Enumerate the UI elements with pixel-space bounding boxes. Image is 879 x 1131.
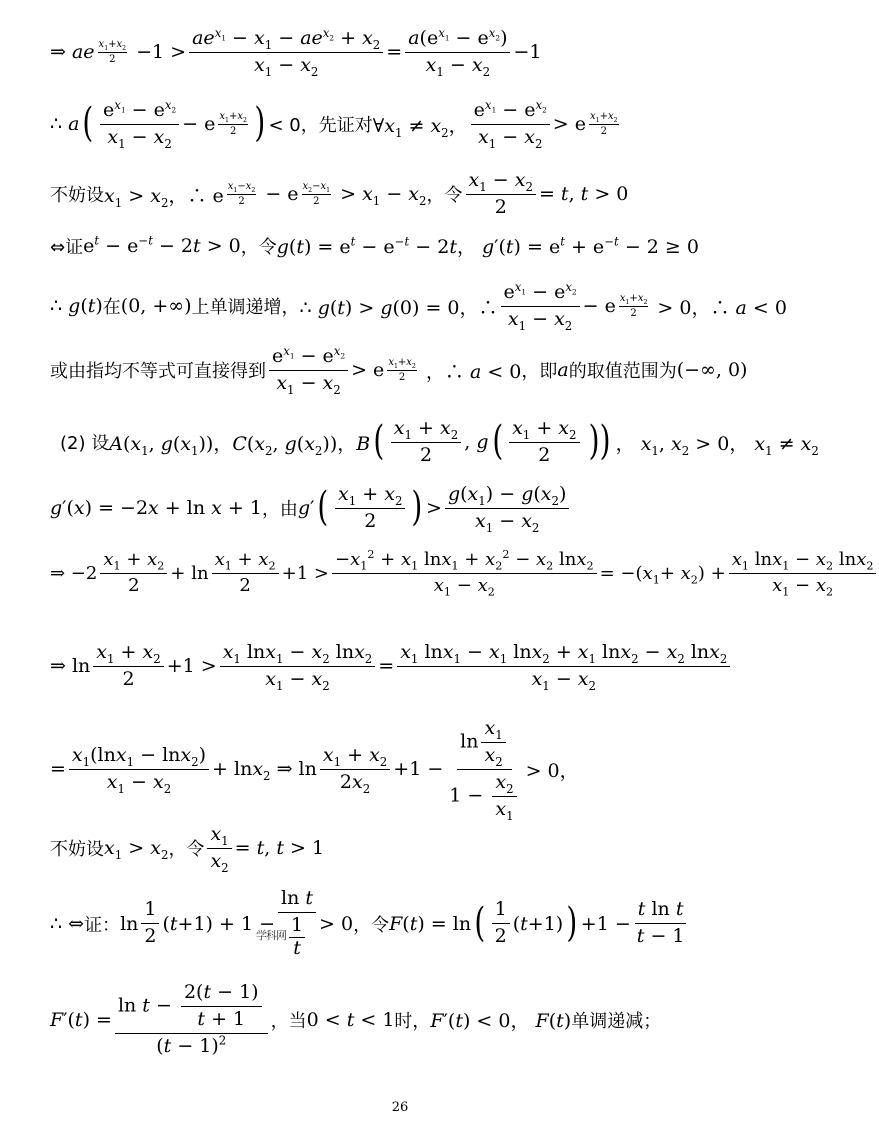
line-12: 不妨设 $x_1 > x_2$ ，令 $\frac{x_1}{x_2}$ = t, t > 1: [50, 823, 325, 875]
text-segment: ，令: [426, 185, 463, 207]
line-13: ∴ ⇔ 证： ln $\frac{1}{2}$ (t+1) + 1 − ln t 1 t > 0 ，令 F(t) = ln ( $\frac{1}{2}$ (t+1) ) +1 − $\frac{\text{t ln t}}{t - 1}$: [50, 887, 685, 959]
text-segment: 上单调递增，: [191, 297, 300, 319]
text-segment: 不妨设: [50, 839, 104, 861]
text-segment: 单调递减；: [571, 1010, 662, 1032]
implies-symbol: ⇒: [50, 41, 66, 64]
line-6: 或由指均不等式可直接得到 $\frac{e^{x_1} - e^{x_2}}{x_1 - x_2}$ > e $\frac{x_1+x_2}{2}$ ，∴ a < 0 ，即 a 的取值范围为 (−∞, 0): [50, 343, 748, 397]
text-segment: 证：: [84, 914, 121, 936]
line-7: (2) 设 $A(x_1$, $g(x_1)$)，$C(x_2$, $g(x_2)$)，B ( $\frac{x_1 + x_2}{2}$ , g ( $\frac{x_1 + x_2}{2}$ )) ， $x_1$, $x_2 > 0$， $x_1 \ne x_2$: [60, 417, 819, 466]
line-8: g′(x) = −2x + ln x + 1 ，由 g′ ( $\frac{x_1 + x_2}{2}$ ) > $\frac{g(x_1) - g(x_2)}{x_1 - x_2}$: [50, 484, 572, 533]
text-segment: (2) 设: [60, 433, 110, 455]
text-segment: ，令: [353, 914, 390, 936]
text-segment: 在: [102, 297, 121, 319]
text-segment: < 0，先证对: [268, 115, 373, 137]
text-segment: 的取值范围为: [568, 361, 677, 383]
watermark-stamp: 学科网: [256, 929, 286, 942]
text-segment: ，由: [261, 499, 298, 521]
line-3: 不妨设 $x_1 > x_2$，∴ e $\frac{x_1-x_2}{2}$ − e $\frac{x_2-x_1}{2}$ > $x_1 - x_2$ ，令 $\frac{x_1 - x_2}{2}$ = t, t > 0: [50, 169, 629, 218]
line-11: = $\frac{x_1(\ln x_1 - \ln x_2)}{x_1 - x_2}$ + lnx$_2$ ⇒ ln $\frac{x_1 + x_2}{2x_2}$ +1 − ln $\frac{x_1}{x_2}$ 1 − $\frac{x_2}{x_1}$ > 0，: [50, 717, 579, 823]
text-segment: ，令: [240, 236, 277, 258]
text-segment: ⇔证: [50, 236, 84, 258]
page-number: 26: [391, 1100, 409, 1115]
text-segment: ，即: [521, 361, 558, 383]
line-2: ∴ a ( $\frac{e^{x_1} - e^{x_2}}{x_1 - x_2}$ − e $\frac{x_1+x_2}{2}$ ) < 0，先证对 $\forall x_1 \ne x_2$， $\frac{e^{x_1} - e^{x_2}}{x_1 - x_2}$ > e $\frac{x_1+x_2}{2}$: [50, 97, 618, 151]
line-4: ⇔证 $e^t - e^{-t} - 2t > 0$ ，令 $g(t) = e^t - e^{-t} - 2t$， $g'(t) = e^t + e^{-t} - 2 \ge 0$: [50, 233, 699, 258]
line-9: ⇒ −2 $\frac{x_1 + x_2}{2}$ + ln $\frac{x_1 + x_2}{2}$ +1 > $\frac{-x_1^2 + x_1 \ln x_1 + x_2^2 - x_2 \ln x_2}{x_1 - x_2}$ = $-(x_1+ x_2)$ + $\frac{x_1 \ln x_1 - x_2 \ln x_2}{x_1 - x_2}$: [50, 550, 879, 596]
text-segment: 或由指均不等式可直接得到: [50, 361, 266, 383]
text-segment: ，当: [270, 1010, 307, 1032]
line-10: ⇒ ln $\frac{x_1 + x_2}{2}$ +1 > $\frac{x_1 \ln x_1 - x_2 \ln x_2}{x_1 - x_2}$ = $\frac{x_1 \ln x_1 - x_1 \ln x_2 + x_1 \ln x_2 - x_2 \ln x_2}{x_1 - x_2}$: [50, 642, 733, 691]
line-1: ⇒ ae $\frac{x_1+x_2}{2}$ −1 > $\frac{ae^{x_1} - x_1 - ae^{x_2} + x_2}{x_1 - x_2}$ = $\frac{a(e^{x_1} - e^{x_2})}{x_1 - x_2}$ −1: [50, 25, 542, 79]
text-segment: ，令: [168, 839, 205, 861]
text-segment: 时，: [394, 1010, 431, 1032]
line-14: F′(t) = ln t − $\frac{2(t - 1)}{t + 1}$ $(t - 1)^2$ ，当 0 < t < 1 时， F′(t) < 0， F(t) 单调递减；: [50, 981, 662, 1057]
line-5: ∴ g(t) 在 (0, +∞) 上单调递增， ∴ g(t) > g(0) = 0，∴ $\frac{e^{x_1} - e^{x_2}}{x_1 - x_2}$ − e $\frac{x_1+x_2}{2}$ > 0，∴ a < 0: [50, 279, 787, 333]
text-segment: 不妨设: [50, 185, 104, 207]
